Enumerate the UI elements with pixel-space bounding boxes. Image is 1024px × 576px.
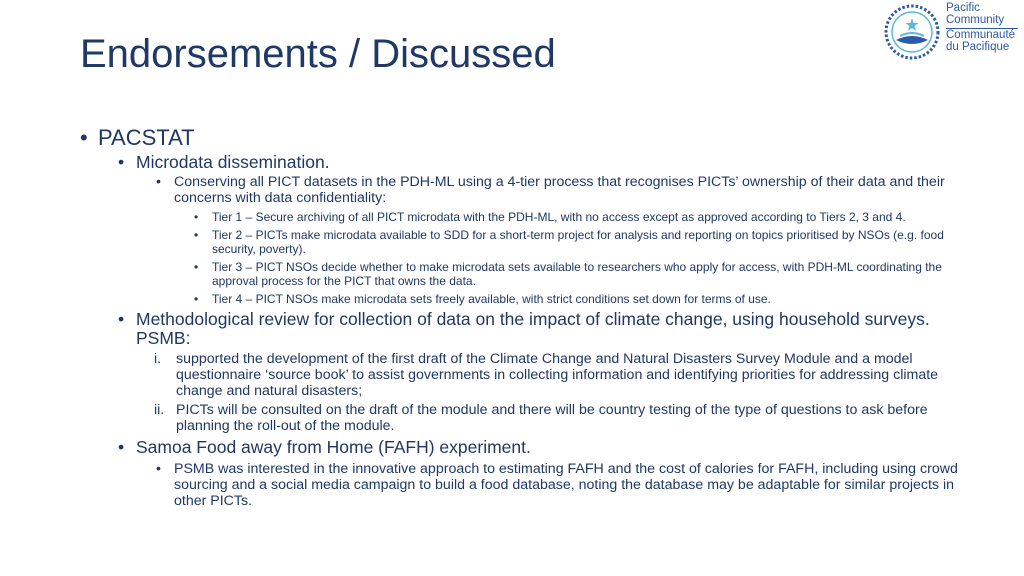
bullet-conserving: [156, 174, 960, 206]
bullet-marker: •: [194, 292, 199, 306]
bullet-marker: •: [194, 210, 199, 224]
slide-title: Endorsements / Discussed: [80, 32, 556, 76]
numbered-text: PICTs will be consulted on the draft of the module and there will be country testing of the type of questions to ask before planning the roll-out of the module.: [176, 402, 928, 434]
bullet-text: Tier 1 – Secure archiving of all PICT microdata with the PDH-ML, with no access except as approved according to Tiers 2, 3 and 4.: [212, 210, 906, 224]
bullet-marker: •: [80, 125, 88, 150]
bullet-tier-2: [194, 228, 960, 256]
numbered-marker: ii.: [154, 402, 165, 418]
bullet-tier-4: [194, 292, 960, 306]
bullet-tier-1: [194, 210, 960, 224]
bullet-marker: •: [118, 309, 125, 329]
bullet-microdata: [118, 153, 960, 172]
bullet-marker: •: [194, 228, 199, 242]
logo-line-du-pacifique: du Pacifique: [946, 41, 1010, 53]
numbered-text: supported the development of the first draft of the Climate Change and Natural Disasters Survey Module and a model questionnaire ‘source book’ to assist governments in collecting information and identifying priorities for addressing climate change and natural disasters;: [176, 351, 939, 399]
bullet-tier-3: [194, 260, 960, 288]
bullet-text: Methodological review for collection of data on the impact of climate change, using household surveys. PSMB:: [136, 309, 930, 348]
bullet-methodological-review: [118, 310, 960, 348]
bullet-text: Conserving all PICT datasets in the PDH-ML using a 4-tier process that recognises PICTs’ ownership of their data and their concerns with data confidentiality:: [174, 174, 945, 206]
logo-line-pacific: Pacific: [946, 2, 980, 14]
bullet-samoa-fafh: [118, 438, 960, 457]
bullet-marker: •: [156, 461, 161, 477]
bullet-marker: •: [118, 437, 125, 457]
bullet-marker: •: [194, 260, 199, 274]
numbered-item-ii: [154, 402, 960, 434]
bullet-pacstat: [80, 125, 960, 151]
numbered-marker: i.: [154, 351, 162, 367]
logo-line-community: Community: [946, 14, 1005, 26]
bullet-text: Tier 4 – PICT NSOs make microdata sets freely available, with strict conditions set down for terms of use.: [212, 292, 771, 306]
pacific-community-emblem-icon: [882, 2, 942, 62]
logo-divider: [946, 28, 1018, 29]
bullet-psmb-fafh: [156, 461, 960, 509]
bullet-text: Tier 2 – PICTs make microdata available to SDD for a short-term project for analysis and reporting on topics prioritised by NSOs (e.g. food security, poverty).: [212, 228, 944, 256]
logo-line-communaute: Communauté: [946, 29, 1016, 41]
bullet-text: Microdata dissemination.: [136, 152, 330, 172]
bullet-marker: •: [118, 152, 125, 172]
bullet-text: Tier 3 – PICT NSOs decide whether to make microdata sets available to researchers who apply for access, with PDH-ML coordinating the approval process for the PICT that owns the data.: [212, 260, 942, 288]
numbered-item-i: [154, 351, 960, 399]
bullet-text: PACSTAT: [98, 125, 195, 150]
bullet-text: Samoa Food away from Home (FAFH) experiment.: [136, 437, 531, 457]
slide-content: [80, 125, 960, 509]
pacific-community-logo: [880, 0, 1024, 64]
bullet-marker: •: [156, 174, 161, 190]
bullet-text: PSMB was interested in the innovative approach to estimating FAFH and the cost of calories for FAFH, including using crowd sourcing and a social media campaign to build a food database, noting the database may be adaptable for similar projects in other PICTs.: [174, 461, 958, 509]
